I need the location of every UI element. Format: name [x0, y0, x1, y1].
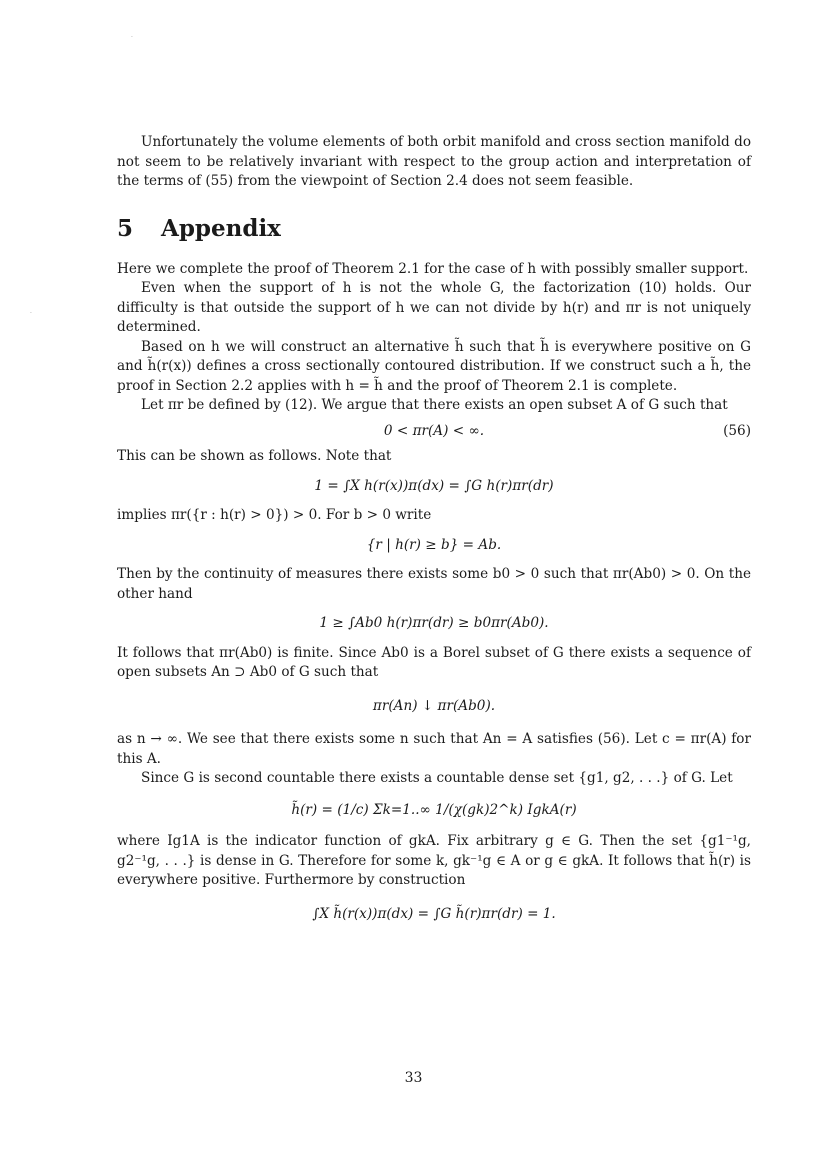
paragraph-1: Here we complete the proof of Theorem 2.1 for the case of h with possibly smaller support. — [117, 260, 749, 277]
equation-limit: πr(An) ↓ πr(Ab0). — [372, 697, 496, 714]
section-title: Appendix — [161, 214, 281, 242]
paragraph-5: This can be shown as follows. Note that — [117, 448, 392, 464]
paragraph-2: Even when the support of h is not the whole G, the factorization (10) holds. Our difficulty is that outside the support of h we can not divide by h(r) and πr is not uniquely determined. — [117, 280, 751, 335]
equation-56 — [117, 422, 751, 442]
paragraph-9: as n → ∞. We see that there exists some n such that An = A satisfies (56). Let c = πr(A) for this A. — [117, 731, 751, 767]
equation-definition: h̃(r) = (1/c) Σk=1..∞ 1/(χ(gk)2^k) IgkA(r) — [291, 801, 577, 818]
equation-integral: 1 = ∫X h(r(x))π(dx) = ∫G h(r)πr(dr) — [314, 477, 554, 494]
section-number: 5 — [117, 214, 134, 242]
equation-56-number: (56) — [723, 422, 751, 439]
paragraph-10: Since G is second countable there exists a countable dense set {g1, g2, . . .} of G. Let — [141, 770, 733, 786]
paragraph-3: Based on h we will construct an alternative h̃ such that h̃ is everywhere positive on G and h̃(r(x)) defines a cross sectionally contoured distribution. If we construct such a h̃, the proof in Section 2.2 applies with h = h̃ and the proof of Theorem 2.1 is complete. — [117, 338, 751, 394]
page-number: 33 — [404, 1070, 423, 1086]
paragraph-7: Then by the continuity of measures there exists some b0 > 0 such that πr(Ab0) > 0. On the other hand — [117, 566, 751, 602]
paragraph-11: where Ig1A is the indicator function of gkA. Fix arbitrary g ∈ G. Then the set {g1⁻¹g, g2⁻¹g, . . .} is dense in G. Therefore for some k, gk⁻¹g ∈ A or g ∈ gkA. It follows that h̃(r) is everywhere positive. Furthermore by construction — [117, 833, 751, 888]
paragraph-6: implies πr({r : h(r) > 0}) > 0. For b > 0 write — [117, 507, 432, 523]
paragraph-4: Let πr be defined by (12). We argue that there exists an open subset A of G such that — [141, 397, 728, 413]
equation-inequality: 1 ≥ ∫Ab0 h(r)πr(dr) ≥ b0πr(Ab0). — [319, 615, 549, 631]
equation-56-body: 0 < πr(A) < ∞. — [383, 422, 485, 439]
scan-speck: · — [30, 310, 32, 317]
section-heading — [117, 214, 751, 244]
page-body — [117, 133, 751, 938]
equation-level-set: {r | h(r) ≥ b} = Ab. — [366, 536, 502, 553]
intro-paragraph: Unfortunately the volume elements of both orbit manifold and cross section manifold do not seem to be relatively invariant with respect to the group action and interpretation of the terms of (55) from the viewpoint of Section 2.4 does not seem feasible. — [117, 134, 751, 189]
equation-final: ∫X h̃(r(x))π(dx) = ∫G h̃(r)πr(dr) = 1. — [312, 905, 556, 922]
scan-speck: · — [131, 34, 133, 41]
paragraph-8: It follows that πr(Ab0) is finite. Since Ab0 is a Borel subset of G there exists a sequence of open subsets An ⊃ Ab0 of G such that — [117, 644, 751, 680]
